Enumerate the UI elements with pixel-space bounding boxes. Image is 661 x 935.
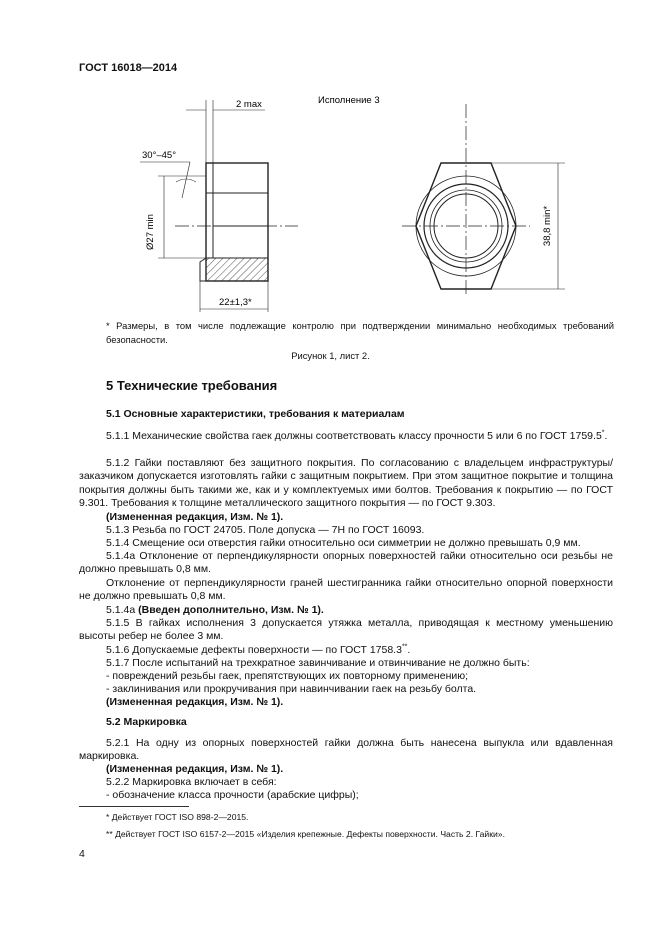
page-number: 4	[79, 848, 85, 860]
paragraph-5-1-4: 5.1.4 Смещение оси отверстия гайки относительно оси симметрии не должно превышать 0,9 мм.	[106, 537, 581, 549]
dim-across-label: 38,8 min*	[542, 205, 553, 247]
list-item-3: - обозначение класса прочности (арабские цифры);	[106, 789, 359, 801]
paragraph-5-1-4a-3: 5.1.4а (Введен дополнительно, Изм. № 1).	[106, 604, 324, 616]
paragraph-5-2-1: 5.2.1 На одну из опорных поверхностей гайки должна быть нанесена выпукла или вдавленная маркировка.	[79, 737, 613, 763]
dim-diameter-label: Ø27 min	[145, 214, 156, 250]
paragraph-5-1-7: 5.1.7 После испытаний на трехкратное завинчивание и отвинчивание не должно быть:	[106, 657, 530, 669]
paragraph-5-1-2: 5.1.2 Гайки поставляют без защитного покрытия. По согласованию с владельцем инфраструктуры/заказчиком допускается изготовлять гайки с защитным покрытием. При этом защитное покрытие и толщина покрытия должны быть такими же, как и у комплектуемых ими болтов. Требования к покрытию — по ГОСТ 9.301. Требования к толщине металлического защитного покрытия — по ГОСТ 9.303.	[79, 457, 613, 510]
paragraph-5-1-3: 5.1.3 Резьба по ГОСТ 24705. Поле допуска — 7Н по ГОСТ 16093.	[106, 524, 425, 536]
standard-code-header: ГОСТ 16018—2014	[79, 62, 178, 74]
nut-drawing	[0, 0, 661, 360]
end-view	[402, 104, 565, 296]
figure-caption: Рисунок 1, лист 2.	[291, 350, 370, 361]
list-item-1: - повреждений резьбы гаек, препятствующих их повторному применению;	[106, 670, 469, 682]
footnote-2: ** Действует ГОСТ ISO 6157-2—2015 «Изделия крепежные. Дефекты поверхности. Часть 2. Гайки».	[106, 829, 505, 839]
list-item-2: - заклинивания или прокручивания при навинчивании гаек на резьбу болта.	[106, 683, 477, 695]
paragraph-5-2-2: 5.2.2 Маркировка включает в себя:	[106, 776, 277, 788]
figure-note: * Размеры, в том числе подлежащие контролю при подтверждении минимально необходимых требований безопасности.	[106, 320, 614, 345]
paragraph-5-1-1: 5.1.1 Механические свойства гаек должны соответствовать классу прочности 5 или 6 по ГОСТ 1759.5*.	[106, 429, 608, 442]
amendment-note-2: (Измененная редакция, Изм. № 1).	[106, 696, 284, 708]
subsection-title-5-1: 5.1 Основные характеристики, требования к материалам	[106, 408, 405, 420]
variant-label: Исполнение 3	[318, 95, 380, 106]
amendment-note-3: (Измененная редакция, Изм. № 1).	[106, 763, 284, 775]
dim-2max-label: 2 max	[236, 99, 262, 110]
section-title: 5 Технические требования	[106, 378, 278, 393]
paragraph-5-1-6: 5.1.6 Допускаемые дефекты поверхности — по ГОСТ 1758.3**.	[106, 643, 411, 656]
footnote-1: * Действует ГОСТ ISO 898-2—2015.	[106, 812, 249, 822]
paragraph-5-1-5: 5.1.5 В гайках исполнения 3 допускается утяжка металла, приводящая к местному уменьшению высоты ребер не более 3 мм.	[79, 617, 613, 643]
amendment-note-1: (Измененная редакция, Изм. № 1).	[106, 511, 284, 523]
side-section-view	[140, 100, 298, 312]
footnote-separator	[79, 806, 189, 807]
paragraph-5-1-4a-2: Отклонение от перпендикулярности граней шестигранника гайки относительно опорной поверхности не должно превышать 0,8 мм.	[79, 577, 613, 603]
paragraph-5-1-4a: 5.1.4а Отклонение от перпендикулярности опорных поверхностей гайки относительно оси резьбы не должно превышать 0,8 мм.	[79, 550, 613, 576]
dim-angle-label: 30°–45°	[142, 150, 177, 161]
subsection-title-5-2: 5.2 Маркировка	[106, 716, 187, 728]
dim-width-label: 22±1,3*	[219, 297, 252, 308]
